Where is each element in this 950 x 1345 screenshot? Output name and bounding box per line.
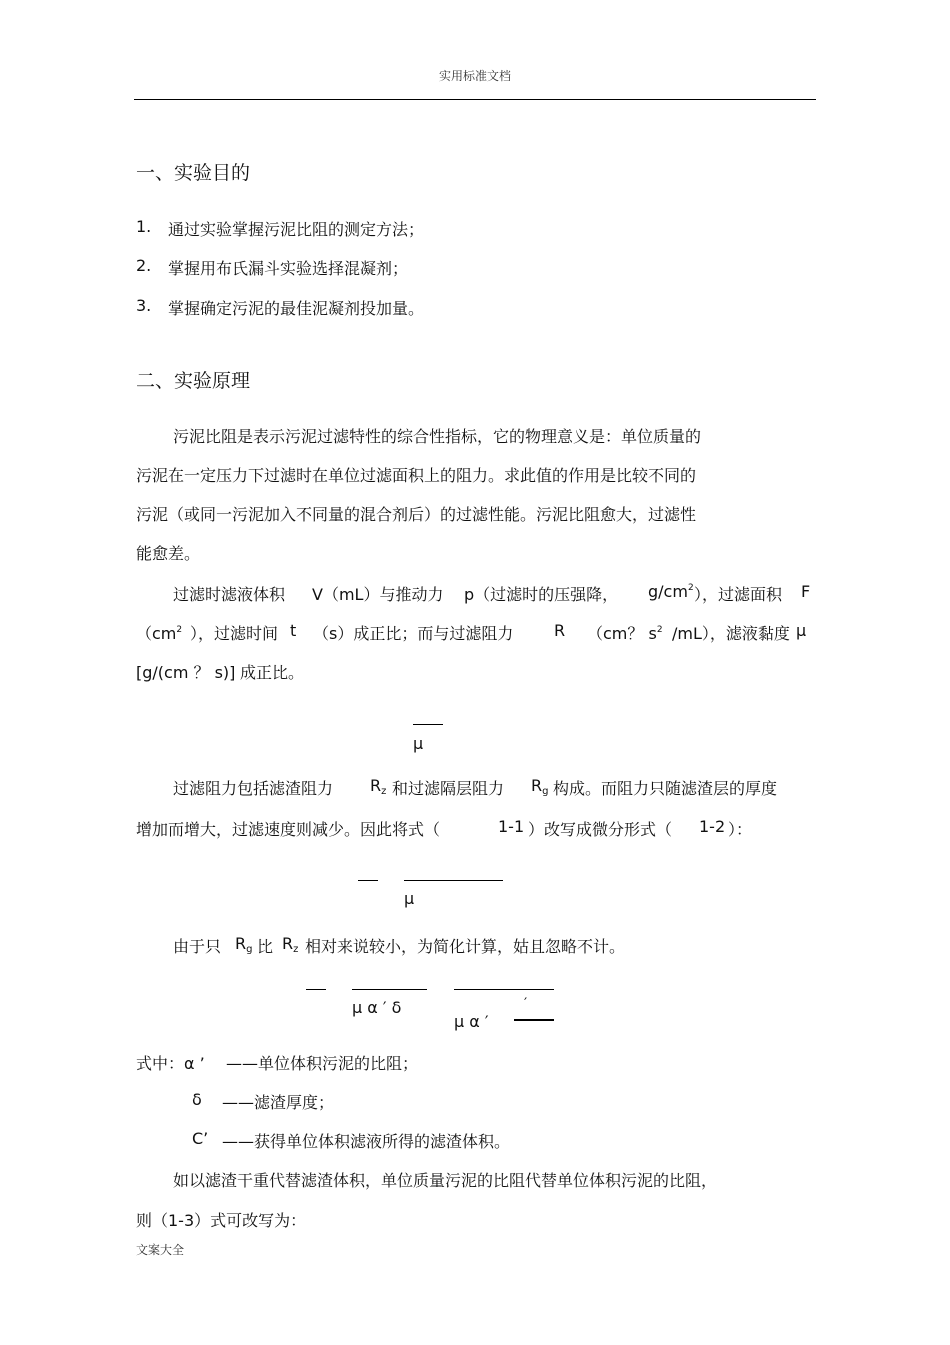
text-fragment: （$cm^2$ xyxy=(136,624,183,643)
definition-text: ——滤渣厚度； xyxy=(222,1093,335,1112)
formula-denominator: μ α ′ δ xyxy=(352,998,402,1017)
paragraph-line: 能愈差。 xyxy=(136,544,201,563)
formula-fraction-bar xyxy=(454,989,554,990)
paragraph-line: 污泥在一定压力下过滤时在单位过滤面积上的阻力。求此值的作用是比较不同的 xyxy=(136,466,697,485)
text-fragment: 过滤时滤液体积 xyxy=(173,585,286,604)
section1-heading: 一、实验目的 xyxy=(136,162,251,184)
text-fragment: 成正比。 xyxy=(240,663,305,682)
text-fragment: ）改写成微分形式（ xyxy=(528,820,673,839)
text-fragment: 比 xyxy=(257,937,274,956)
text-fragment: 构成。而阻力只随滤渣层的厚度 xyxy=(553,779,778,798)
list-item-number: 3. xyxy=(136,296,152,315)
text-fragment: Rz xyxy=(282,934,299,955)
formula-fraction-bar xyxy=(306,989,326,990)
formula-fraction-bar xyxy=(514,1019,554,1021)
list-item-number: 1. xyxy=(136,217,152,236)
text-fragment: 过滤阻力包括滤渣阻力 xyxy=(173,779,334,798)
text-fragment: Rg xyxy=(235,934,253,955)
text-fragment: μ xyxy=(796,621,807,640)
formula-fraction-bar xyxy=(404,880,503,881)
formula-symbol: μ xyxy=(404,889,415,908)
text-fragment: $g/cm^2$ xyxy=(648,582,694,601)
formula-fraction-bar xyxy=(413,724,443,725)
page-footer: 文案大全 xyxy=(136,1243,185,1257)
list-item-number: 2. xyxy=(136,256,152,275)
text-fragment: 和过滤隔层阻力 xyxy=(392,779,505,798)
definition-symbol: δ xyxy=(192,1090,202,1109)
list-item-text: 通过实验掌握污泥比阻的测定方法； xyxy=(168,220,425,239)
text-fragment: t xyxy=(290,621,297,640)
text-fragment: p（过滤时的压强降， xyxy=(464,585,619,604)
formula-symbol: ′ xyxy=(524,996,528,1012)
paragraph-line: 污泥（或同一污泥加入不同量的混合剂后）的过滤性能。污泥比阻愈大，过滤性 xyxy=(136,505,697,524)
text-fragment: ），过滤面积 xyxy=(694,585,783,604)
text-fragment: V（mL）与推动力 xyxy=(312,585,444,604)
paragraph-line: 则（1-3）式可改写为： xyxy=(136,1211,307,1230)
paragraph-line: 污泥比阻是表示污泥过滤特性的综合性指标，它的物理意义是：单位质量的 xyxy=(173,427,702,446)
formula-fraction-bar xyxy=(352,989,427,990)
text-fragment: /mL），滤液黏度 xyxy=(672,624,790,643)
text-fragment: [g/(cm ？ s)] xyxy=(136,663,236,682)
formula-fraction-bar xyxy=(358,880,378,881)
text-fragment: 1-1 xyxy=(498,817,525,836)
formula-symbol: μ xyxy=(413,734,424,753)
text-fragment: 增加而增大，过滤速度则减少。因此将式（ xyxy=(136,820,441,839)
text-fragment: Rz xyxy=(370,776,387,797)
definition-text: ——单位体积污泥的比阻； xyxy=(226,1054,419,1073)
text-fragment: ），过滤时间 xyxy=(190,624,279,643)
definition-symbol: 式中：α ’ xyxy=(136,1054,205,1073)
definition-symbol: C’ xyxy=(192,1129,209,1148)
text-fragment: F xyxy=(801,582,811,601)
list-item-text: 掌握用布氏漏斗实验选择混凝剂； xyxy=(168,259,409,278)
definition-text: ——获得单位体积滤液所得的滤渣体积。 xyxy=(222,1132,511,1151)
page-header: 实用标准文档 xyxy=(438,69,511,83)
text-fragment: R xyxy=(554,621,566,640)
text-fragment: 1-2 xyxy=(699,817,726,836)
text-fragment: 由于只 xyxy=(173,937,222,956)
header-rule xyxy=(134,99,816,100)
formula-denominator: μ α ′ xyxy=(454,1012,489,1031)
text-fragment: ）： xyxy=(728,820,753,839)
list-item-text: 掌握确定污泥的最佳泥凝剂投加量。 xyxy=(168,299,425,318)
text-fragment: Rg xyxy=(531,776,549,797)
text-fragment: （cm？ $s^2$ xyxy=(587,624,663,643)
section2-heading: 二、实验原理 xyxy=(136,370,251,392)
text-fragment: 相对来说较小，为简化计算，姑且忽略不计。 xyxy=(305,937,626,956)
text-fragment: （s）成正比；而与过滤阻力 xyxy=(313,624,514,643)
paragraph-line: 如以滤渣干重代替滤渣体积，单位质量污泥的比阻代替单位体积污泥的比阻， xyxy=(173,1171,718,1190)
